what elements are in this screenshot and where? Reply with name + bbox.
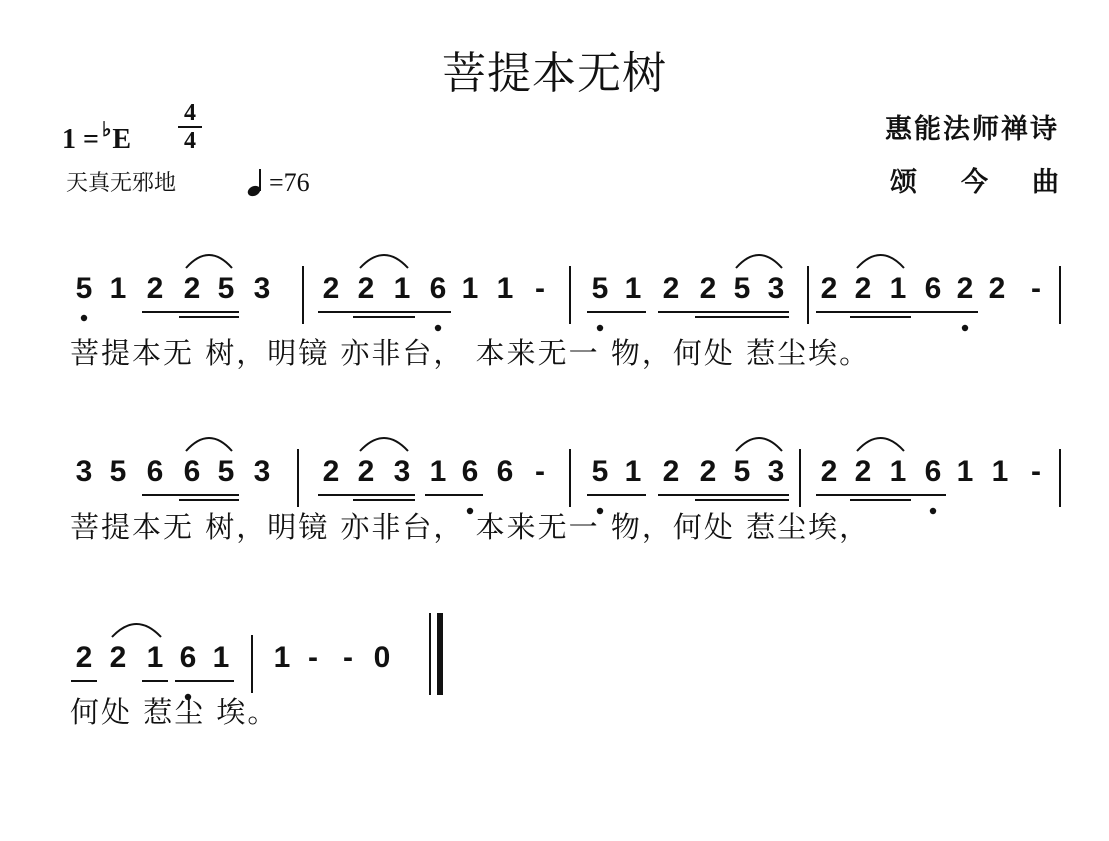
jianpu-note: 1 bbox=[212, 641, 230, 674]
dash-extension: - bbox=[535, 455, 545, 488]
score-title: 菩提本无树 bbox=[442, 48, 667, 99]
jianpu-note: 1 bbox=[273, 641, 291, 674]
composer-credit: 颂今曲 bbox=[890, 167, 1103, 198]
time-signature-top: 4 bbox=[184, 100, 196, 126]
jianpu-note: 3 bbox=[767, 455, 785, 488]
jianpu-note: 1 bbox=[889, 455, 907, 488]
jianpu-note: 1 bbox=[146, 641, 164, 674]
jianpu-note: 5 bbox=[217, 455, 235, 488]
jianpu-note: 1 bbox=[109, 272, 127, 305]
slur bbox=[857, 438, 904, 451]
flat-icon: ♭ bbox=[101, 119, 112, 141]
slur bbox=[857, 255, 904, 268]
lyricist-credit: 惠能法师禅诗 bbox=[885, 114, 1059, 145]
jianpu-note: 5 bbox=[733, 272, 751, 305]
performance-direction: 天真无邪地 bbox=[66, 171, 177, 196]
octave-dot bbox=[962, 325, 968, 331]
jianpu-note: 0 bbox=[373, 641, 391, 674]
jianpu-note: 3 bbox=[393, 455, 411, 488]
jianpu-note: 2 bbox=[75, 641, 93, 674]
jianpu-note: 2 bbox=[662, 455, 680, 488]
slur bbox=[186, 438, 232, 451]
dash-extension: - bbox=[343, 641, 353, 674]
jianpu-note: 2 bbox=[956, 272, 974, 305]
jianpu-note: 3 bbox=[767, 272, 785, 305]
jianpu-note: 6 bbox=[146, 455, 164, 488]
dash-extension: - bbox=[1031, 272, 1041, 305]
jianpu-note: 6 bbox=[924, 455, 942, 488]
jianpu-note: 1 bbox=[889, 272, 907, 305]
tempo-value: =76 bbox=[269, 168, 310, 197]
jianpu-note: 2 bbox=[699, 455, 717, 488]
slur bbox=[736, 438, 782, 451]
jianpu-note: 2 bbox=[854, 455, 872, 488]
jianpu-note: 6 bbox=[496, 455, 514, 488]
lyric-line: 何处 惹尘 埃。 bbox=[70, 695, 279, 729]
slur bbox=[112, 624, 161, 637]
jianpu-note: 2 bbox=[357, 272, 375, 305]
jianpu-note: 2 bbox=[662, 272, 680, 305]
octave-dot bbox=[81, 315, 87, 321]
jianpu-note: 5 bbox=[109, 455, 127, 488]
slur bbox=[186, 255, 232, 268]
jianpu-note: 6 bbox=[179, 641, 197, 674]
jianpu-note: 2 bbox=[820, 455, 838, 488]
jianpu-note: 1 bbox=[496, 272, 514, 305]
jianpu-note: 1 bbox=[991, 455, 1009, 488]
dash-extension: - bbox=[535, 272, 545, 305]
jianpu-note: 5 bbox=[591, 272, 609, 305]
jianpu-note: 2 bbox=[357, 455, 375, 488]
jianpu-note: 2 bbox=[109, 641, 127, 674]
jianpu-note: 5 bbox=[733, 455, 751, 488]
time-signature-bottom: 4 bbox=[184, 128, 196, 154]
jianpu-note: 5 bbox=[217, 272, 235, 305]
slur bbox=[736, 255, 782, 268]
dash-extension: - bbox=[308, 641, 318, 674]
dash-extension: - bbox=[1031, 455, 1041, 488]
lyric-line: 菩提本无 树，明镜 亦非台， 本来无一 物，何处 惹尘埃， bbox=[70, 510, 871, 544]
jianpu-note: 3 bbox=[253, 455, 271, 488]
jianpu-note: 3 bbox=[253, 272, 271, 305]
jianpu-note: 6 bbox=[429, 272, 447, 305]
jianpu-note: 2 bbox=[183, 272, 201, 305]
jianpu-note: 1 bbox=[956, 455, 974, 488]
key-note: E bbox=[112, 124, 132, 155]
key-prefix: 1 = bbox=[62, 124, 99, 155]
slur bbox=[360, 438, 408, 451]
jianpu-note: 6 bbox=[924, 272, 942, 305]
octave-dot bbox=[930, 508, 936, 514]
lyric-line: 菩提本无 树，明镜 亦非台， 本来无一 物，何处 惹尘埃。 bbox=[70, 336, 871, 370]
jianpu-note: 2 bbox=[820, 272, 838, 305]
octave-dot bbox=[597, 325, 603, 331]
jianpu-note: 2 bbox=[146, 272, 164, 305]
slur bbox=[360, 255, 408, 268]
jianpu-note: 5 bbox=[75, 272, 93, 305]
jianpu-note: 2 bbox=[854, 272, 872, 305]
jianpu-note: 1 bbox=[461, 272, 479, 305]
jianpu-note: 6 bbox=[461, 455, 479, 488]
jianpu-note: 2 bbox=[322, 455, 340, 488]
jianpu-note: 2 bbox=[699, 272, 717, 305]
jianpu-note: 6 bbox=[183, 455, 201, 488]
jianpu-note: 1 bbox=[393, 272, 411, 305]
jianpu-note: 2 bbox=[988, 272, 1006, 305]
jianpu-note: 5 bbox=[591, 455, 609, 488]
jianpu-note: 1 bbox=[429, 455, 447, 488]
jianpu-note: 2 bbox=[322, 272, 340, 305]
jianpu-note: 1 bbox=[624, 272, 642, 305]
jianpu-note: 3 bbox=[75, 455, 93, 488]
octave-dot bbox=[435, 325, 441, 331]
jianpu-note: 1 bbox=[624, 455, 642, 488]
